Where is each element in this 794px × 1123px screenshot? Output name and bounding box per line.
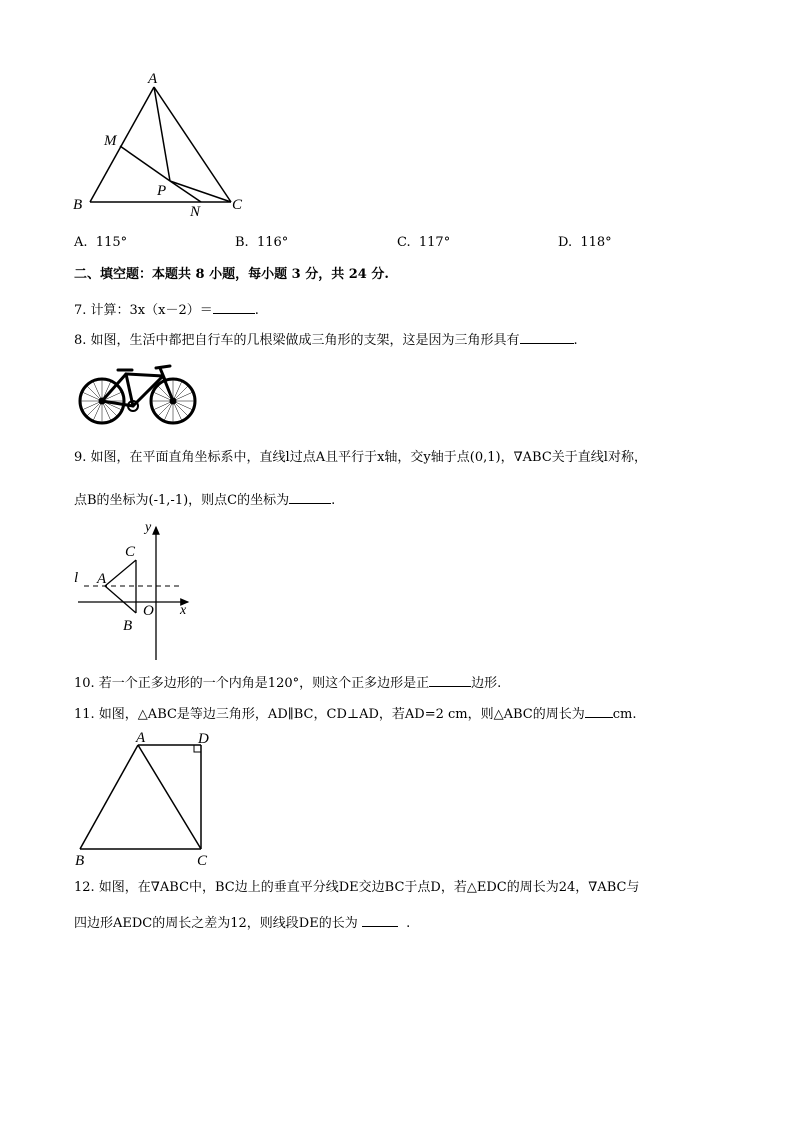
label-N: N — [190, 204, 201, 220]
answer-blank — [362, 914, 398, 927]
label-l: l — [74, 570, 79, 586]
option-d: D. 118° — [558, 235, 612, 250]
option-b: B. 116° — [235, 235, 289, 250]
question-12-line1: 12. 如图，在∇ABC中，BC边上的垂直平分线DE交边BC于点D，若△EDC的周长为24，∇ABC与 — [74, 880, 640, 895]
triangle-figure-q6 — [70, 66, 260, 224]
bicycle-figure — [76, 362, 200, 428]
label-y: y — [145, 520, 152, 535]
label-A: A — [148, 71, 158, 87]
question-7: 7. 计算：3x（x－2）＝ . — [74, 303, 259, 318]
label-C: C — [125, 544, 136, 560]
question-8: 8. 如图，生活中都把自行车的几根梁做成三角形的支架，这是因为三角形具有 . — [74, 333, 578, 348]
answer-blank — [585, 705, 613, 718]
question-10: 10. 若一个正多边形的一个内角是120°，则这个正多边形是正 边形. — [74, 676, 502, 691]
label-A: A — [97, 571, 107, 587]
label-M: M — [104, 133, 117, 149]
answer-blank — [429, 674, 471, 687]
label-C: C — [197, 853, 208, 869]
answer-blank — [213, 301, 255, 314]
option-c: C. 117° — [397, 235, 451, 250]
label-C: C — [232, 197, 243, 213]
coordinate-figure — [70, 518, 200, 664]
label-x: x — [180, 603, 187, 618]
label-B: B — [75, 853, 85, 869]
question-9-line2: 点B的坐标为(-1,-1)，则点C的坐标为 . — [74, 493, 336, 508]
label-B: B — [73, 197, 83, 213]
label-A: A — [136, 730, 146, 746]
label-O: O — [143, 603, 154, 619]
answer-blank — [520, 331, 574, 344]
label-P: P — [157, 183, 167, 199]
question-9-line1: 9. 如图，在平面直角坐标系中，直线l过点A且平行于x轴，交y轴于点(0,1)，∇ABC关于直线l对称， — [74, 450, 647, 465]
question-11: 11. 如图，△ABC是等边三角形，AD∥BC，CD⊥AD，若AD=2 cm，则△ABC的周长为 cm. — [74, 707, 637, 722]
answer-blank — [289, 491, 331, 504]
equilateral-triangle-figure — [70, 728, 220, 870]
question-12-line2: 四边形AEDC的周长之差为12，则线段DE的长为 . — [74, 916, 411, 931]
section-title: 二、填空题：本题共 8 小题，每小题 3 分，共 24 分. — [74, 267, 389, 282]
label-D: D — [198, 731, 209, 747]
label-B: B — [123, 618, 133, 634]
option-a: A. 115° — [74, 235, 128, 250]
